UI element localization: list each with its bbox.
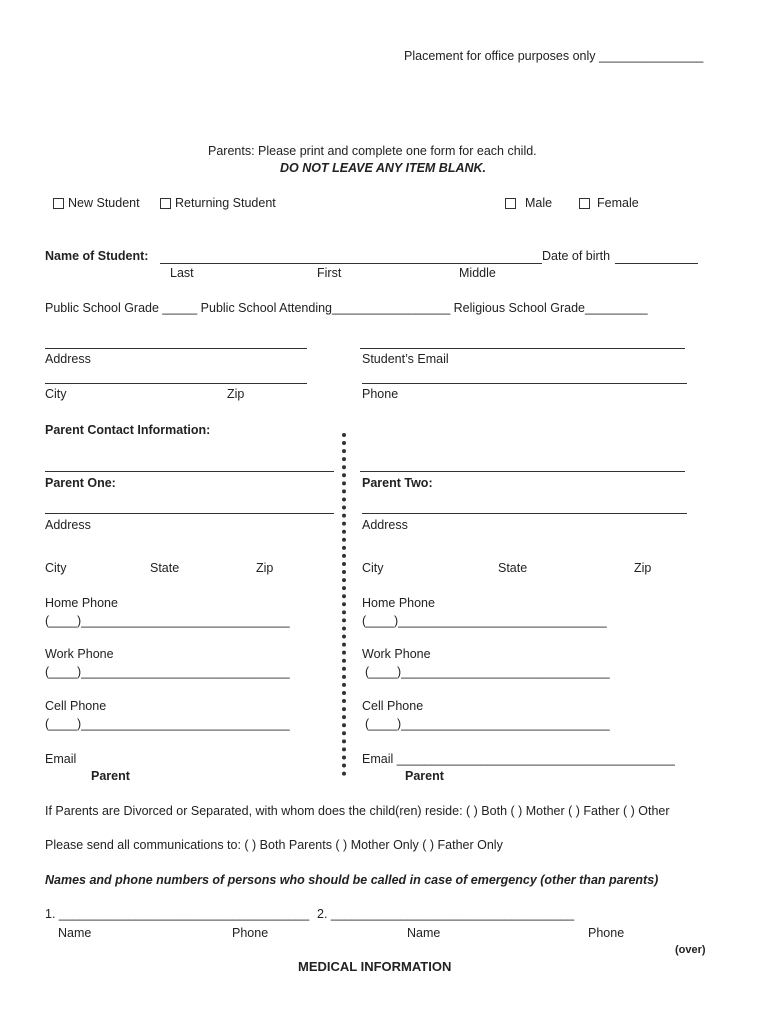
parent-two-cell-phone-field[interactable]: (____)______________________________ bbox=[365, 717, 610, 731]
female-label: Female bbox=[597, 196, 639, 210]
communications-question[interactable]: Please send all communications to: ( ) Both Parents ( ) Mother Only ( ) Father Only bbox=[45, 838, 503, 852]
school-grade-fields[interactable]: Public School Grade _____ Public School Attending_________________ Religious School Grade_________ bbox=[45, 301, 648, 315]
parent-one-address-field[interactable] bbox=[45, 513, 334, 514]
returning-student-label: Returning Student bbox=[175, 196, 276, 210]
parent-two-name-field[interactable] bbox=[360, 471, 685, 472]
name-of-student-label: Name of Student: bbox=[45, 249, 149, 263]
emergency-1-phone-caption: Phone bbox=[232, 926, 269, 940]
do-not-leave-blank-text: DO NOT LEAVE ANY ITEM BLANK. bbox=[280, 161, 487, 175]
parent-two-title: Parent Two: bbox=[362, 476, 433, 490]
emergency-contacts-heading: Names and phone numbers of persons who should be called in case of emergency (other than parents) bbox=[45, 873, 659, 887]
first-name-caption: First bbox=[317, 266, 342, 280]
office-placement-field[interactable]: Placement for office purposes only _______________ bbox=[404, 49, 704, 63]
student-city-zip-field[interactable] bbox=[45, 383, 307, 384]
student-address-label: Address bbox=[45, 352, 91, 366]
parent-one-work-phone-field[interactable]: (____)______________________________ bbox=[45, 665, 290, 679]
parent-one-city-label: City bbox=[45, 561, 67, 575]
parent-two-address-field[interactable] bbox=[362, 513, 687, 514]
returning-student-checkbox[interactable] bbox=[160, 198, 171, 209]
parent-contact-heading: Parent Contact Information: bbox=[45, 423, 211, 437]
student-phone-field[interactable] bbox=[362, 383, 687, 384]
parent-two-work-phone-label: Work Phone bbox=[362, 647, 431, 661]
parent-one-email-caption: Parent bbox=[91, 769, 130, 783]
parent-one-email-label: Email bbox=[45, 752, 77, 766]
emergency-1-name-caption: Name bbox=[58, 926, 92, 940]
custody-question[interactable]: If Parents are Divorced or Separated, with whom does the child(ren) reside: ( ) Both ( ) Mother ( ) Father ( ) Other bbox=[45, 804, 670, 818]
parent-one-address-label: Address bbox=[45, 518, 91, 532]
parent-two-state-label: State bbox=[498, 561, 528, 575]
date-of-birth-field[interactable] bbox=[615, 263, 698, 264]
parent-one-cell-phone-field[interactable]: (____)______________________________ bbox=[45, 717, 290, 731]
emergency-2-phone-caption: Phone bbox=[588, 926, 625, 940]
parent-two-zip-label: Zip bbox=[634, 561, 652, 575]
over-note: (over) bbox=[675, 944, 706, 956]
female-checkbox[interactable] bbox=[579, 198, 590, 209]
emergency-contact-1-field[interactable]: 1. ____________________________________ bbox=[45, 907, 310, 921]
parent-one-name-field[interactable] bbox=[45, 471, 334, 472]
new-student-label: New Student bbox=[68, 196, 140, 210]
parent-one-home-phone-field[interactable]: (____)______________________________ bbox=[45, 614, 290, 628]
parent-two-address-label: Address bbox=[362, 518, 408, 532]
parent-two-home-phone-label: Home Phone bbox=[362, 596, 435, 610]
emergency-contact-2-field[interactable]: 2. ___________________________________ bbox=[317, 907, 575, 921]
parent-two-email-field[interactable]: Email ________________________________________ bbox=[362, 752, 675, 766]
middle-name-caption: Middle bbox=[459, 266, 496, 280]
student-email-label: Student’s Email bbox=[362, 352, 449, 366]
student-phone-label: Phone bbox=[362, 387, 399, 401]
student-zip-label: Zip bbox=[227, 387, 245, 401]
parent-one-state-label: State bbox=[150, 561, 180, 575]
male-checkbox[interactable] bbox=[505, 198, 516, 209]
parent-one-title: Parent One: bbox=[45, 476, 116, 490]
parent-two-work-phone-field[interactable]: (____)______________________________ bbox=[365, 665, 610, 679]
parent-two-home-phone-field[interactable]: (____)______________________________ bbox=[362, 614, 607, 628]
student-address-field[interactable] bbox=[45, 348, 307, 349]
student-city-label: City bbox=[45, 387, 67, 401]
date-of-birth-label: Date of birth bbox=[542, 249, 611, 263]
new-student-checkbox[interactable] bbox=[53, 198, 64, 209]
parent-two-city-label: City bbox=[362, 561, 384, 575]
instructions-text: Parents: Please print and complete one form for each child. bbox=[208, 144, 537, 158]
parent-two-cell-phone-label: Cell Phone bbox=[362, 699, 424, 713]
male-label: Male bbox=[525, 196, 553, 210]
student-name-field[interactable] bbox=[160, 263, 542, 264]
parent-column-divider bbox=[342, 433, 346, 776]
emergency-2-name-caption: Name bbox=[407, 926, 441, 940]
parent-one-cell-phone-label: Cell Phone bbox=[45, 699, 107, 713]
parent-one-zip-label: Zip bbox=[256, 561, 274, 575]
parent-two-email-caption: Parent bbox=[405, 769, 444, 783]
parent-one-home-phone-label: Home Phone bbox=[45, 596, 118, 610]
parent-one-work-phone-label: Work Phone bbox=[45, 647, 114, 661]
student-email-field[interactable] bbox=[360, 348, 685, 349]
last-name-caption: Last bbox=[170, 266, 194, 280]
medical-information-heading: MEDICAL INFORMATION bbox=[298, 959, 452, 974]
